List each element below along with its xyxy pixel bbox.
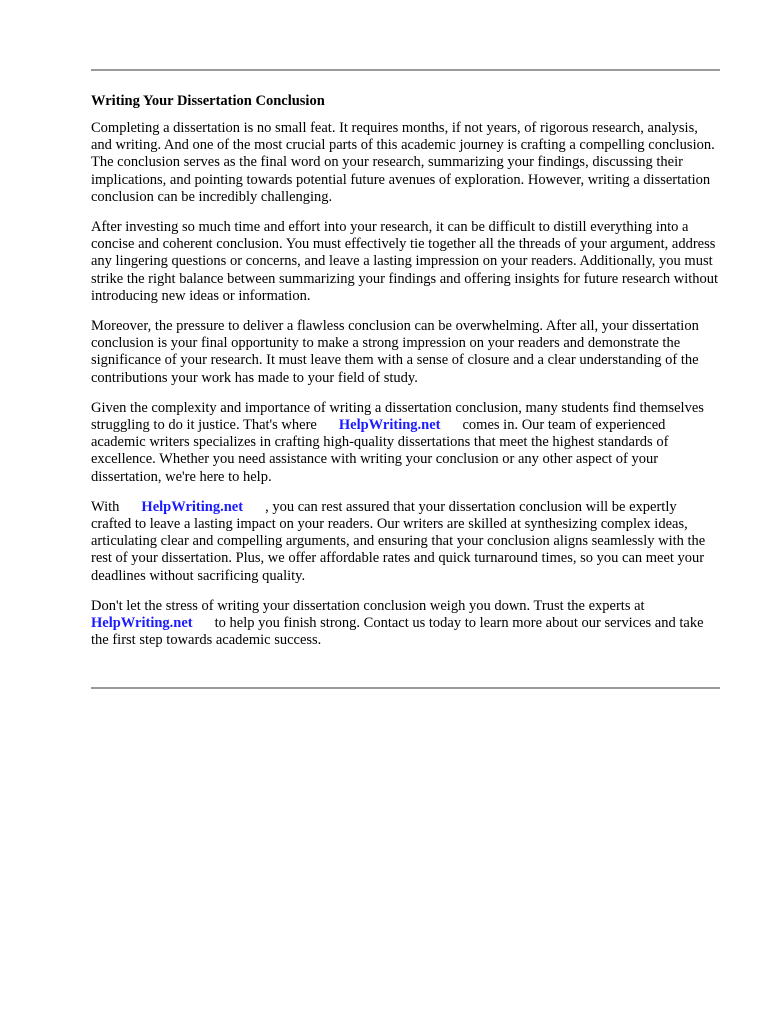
paragraph-5-text-after: , you can rest assured that your dissertation conclusion will be expertly crafted to leave a lasting impact on your readers. Our writers are skilled at synthesizing complex ideas, articulating clear and compelling arguments, and ensuring that your conclusion aligns seamlessly with the rest of your dissertation. Plus, we offer affordable rates and quick turnaround times, so you can meet your deadlines without sacrificing quality. — [91, 498, 706, 584]
paragraph-3: Moreover, the pressure to deliver a flawless conclusion can be overwhelming. After all, your dissertation conclusion is your final opportunity to make a strong impression on your readers and demonstrate the significance of your research. It must leave them with a sense of closure and a clear understanding of the contributions your work has made to your field of study. — [91, 318, 699, 386]
document-title: Writing Your Dissertation Conclusion — [91, 93, 325, 109]
paragraph-2: After investing so much time and effort into your research, it can be difficult to distill everything into a concise and coherent conclusion. You must effectively tie together all the threads of your argument, address any lingering questions or concerns, and leave a lasting impression on your readers. Additionally, you must strike the right balance between summarizing your findings and offering insights for future research without introducing new ideas or information. — [91, 219, 719, 304]
paragraph-5 — [91, 499, 720, 585]
helpwriting-link[interactable]: HelpWriting.net — [141, 498, 244, 515]
paragraph-4-text-before: Given the complexity and importance of writing a dissertation conclusion, many students find themselves struggling to do it justice. That's where — [91, 399, 704, 434]
paragraph-5-text-before: With — [91, 498, 120, 515]
paragraph-4 — [91, 400, 720, 486]
helpwriting-link[interactable]: HelpWriting.net — [338, 417, 441, 434]
top-divider — [91, 69, 720, 71]
bottom-divider — [91, 687, 720, 689]
paragraph-1: Completing a dissertation is no small feat. It requires months, if not years, of rigorous research, analysis, and writing. And one of the most crucial parts of this academic journey is crafting a compelling conclusion. The conclusion serves as the final word on your research, summarizing your findings, discussing their implications, and pointing towards potential future avenues of exploration. However, writing a dissertation conclusion can be incredibly challenging. — [91, 120, 715, 205]
paragraph-6-text-before: Don't let the stress of writing your dissertation conclusion weigh you down. Trust the experts at — [91, 597, 645, 614]
paragraph-4-text-after: comes in. Our team of experienced academic writers specializes in crafting high-quality dissertations that meet the highest standards of excellence. Whether you need assistance with writing your conclusion or any other aspect of your dissertation, we're here to help. — [91, 417, 669, 485]
helpwriting-link[interactable]: HelpWriting.net — [91, 615, 193, 632]
paragraph-6 — [91, 598, 720, 650]
document-body — [91, 92, 720, 662]
paragraph-6-text-after: to help you finish strong. Contact us today to learn more about our services and take the first step towards academic success. — [91, 615, 704, 649]
